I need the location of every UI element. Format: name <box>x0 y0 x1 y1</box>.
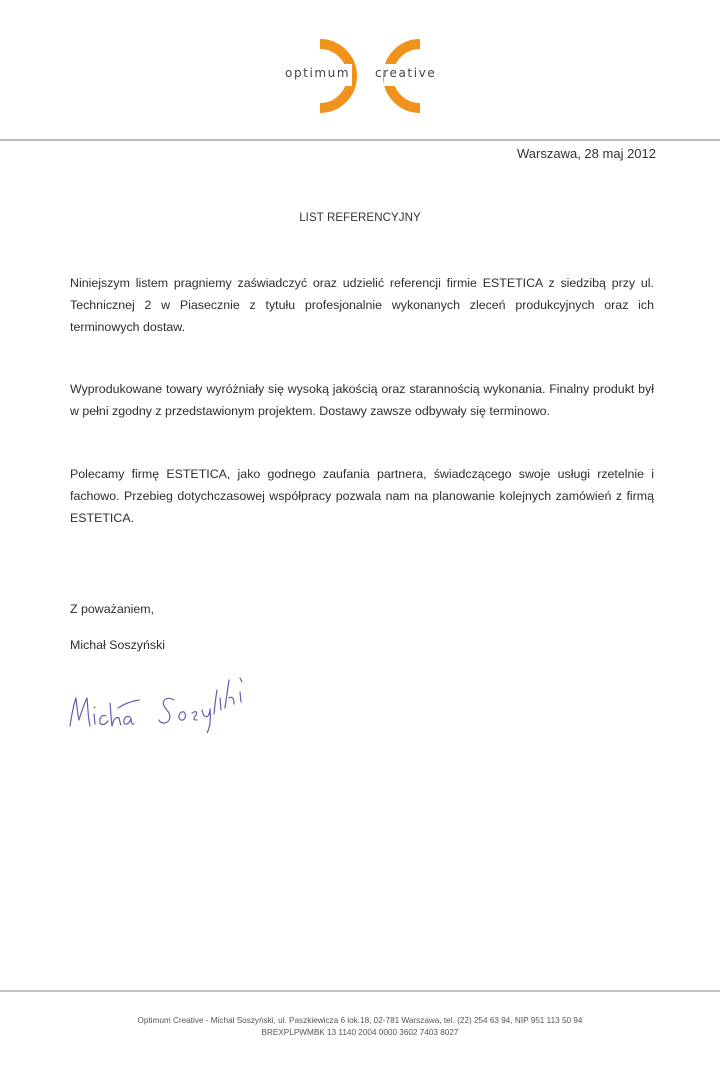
logo-word-right: creative <box>375 66 437 80</box>
letter-paragraph-3: Polecamy firmę ESTETICA, jako godnego zaufania partnera, świadczącego swoje usługi rzetelnie i fachowo. Przebieg dotychczasowej współpracy pozwala nam na planowanie kolejnych zamówień z firmą ESTETICA. <box>70 467 654 525</box>
company-logo <box>280 36 460 116</box>
letter-title: LIST REFERENCYJNY <box>299 212 421 224</box>
place-date: Warszawa, 28 maj 2012 <box>517 146 656 161</box>
handwritten-signature-icon <box>64 658 264 733</box>
letter-paragraph-1: Niniejszym listem pragniemy zaświadczyć oraz udzielić referencji firmie ESTETICA z siedzibą przy ul. Technicznej 2 w Piasecznie z tytułu profesjonalnie wykonanych zleceń produkcyjnych oraz ich terminowych dostaw. <box>70 276 654 334</box>
closing-salutation: Z poważaniem, <box>70 602 155 616</box>
signer-name: Michał Soszyński <box>70 638 166 652</box>
header-divider <box>0 139 720 141</box>
footer-address-line: Optimum Creative - Michał Soszyński, ul. Paszkiewicza 6 lok.18, 02-781 Warszawa, tel. (22) 254 63 94, NIP 951 113 50 94 <box>137 1016 583 1025</box>
footer-bank-line: BREXPLPWMBK 13 1140 2004 0000 3602 7403 8027 <box>261 1028 459 1037</box>
logo-word-left: optimum <box>285 66 351 80</box>
footer-divider <box>0 990 720 992</box>
letter-paragraph-2: Wyprodukowane towary wyróżniały się wysoką jakością oraz starannością wykonania. Finalny produkt był w pełni zgodny z przedstawionym projektem. Dostawy zawsze odbywały się terminowo. <box>70 382 654 418</box>
company-footer <box>0 1015 720 1039</box>
